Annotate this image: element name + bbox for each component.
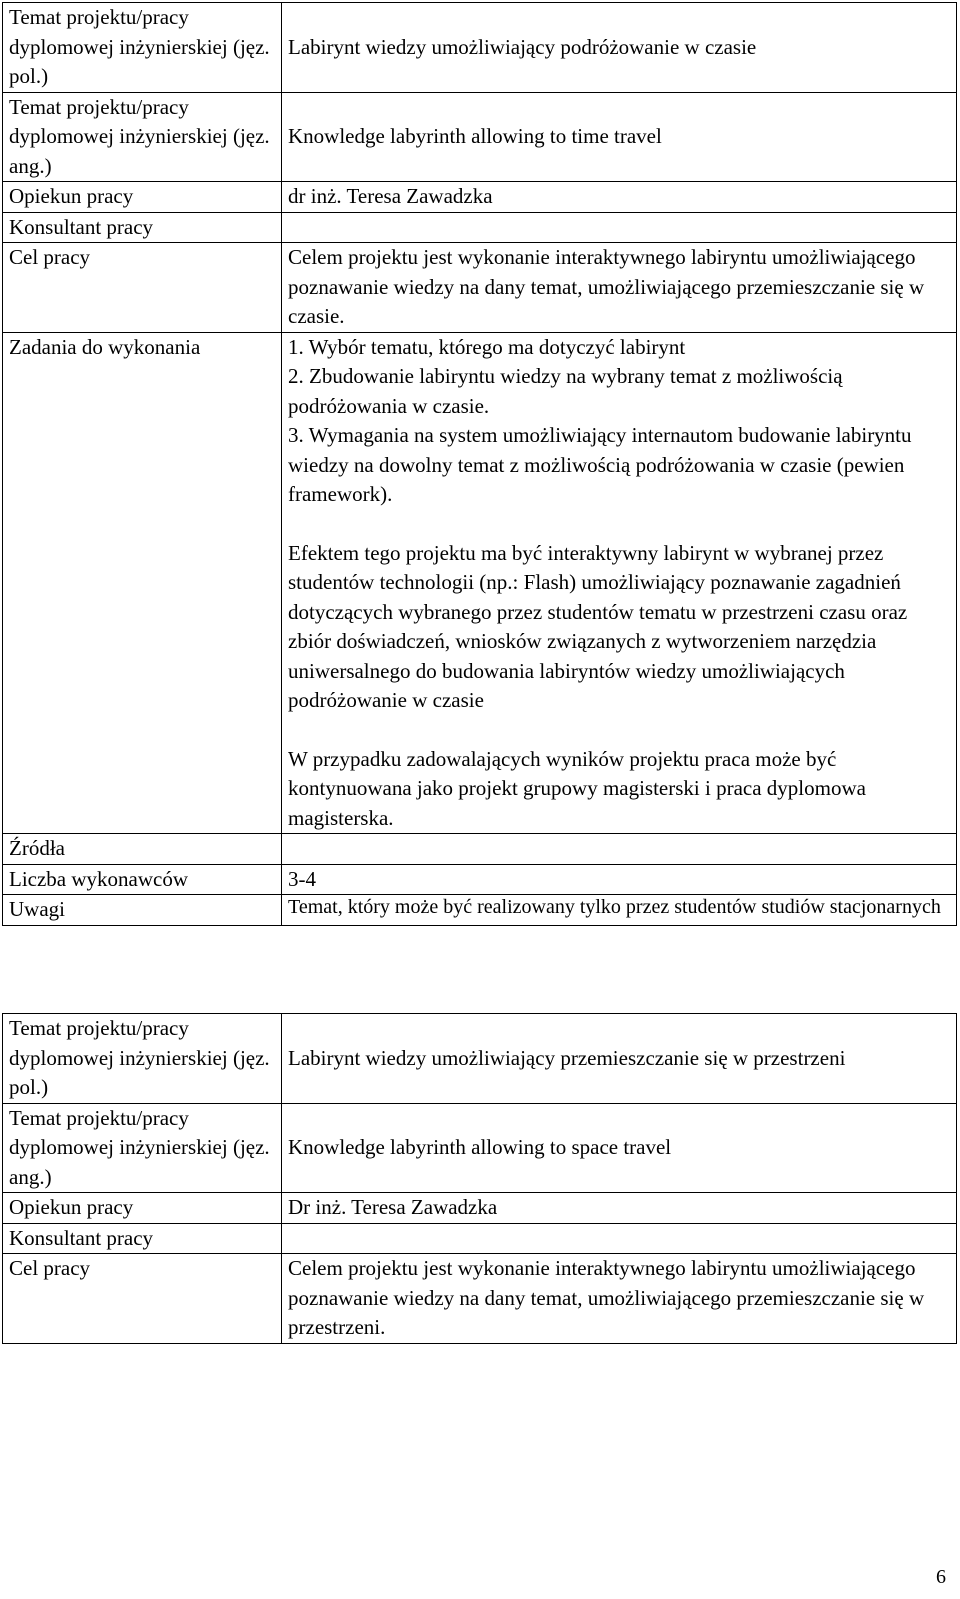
row-notes (3, 895, 957, 926)
label-title-pl: Temat projektu/pracy dyplomowej inżynierskiej (jęz. pol.) (3, 1014, 282, 1104)
goal: Celem projektu jest wykonanie interaktywnego labiryntu umożliwiającego poznawanie wiedzy na dany temat, umożliwiającego przemieszczanie się w przestrzeni. (282, 1254, 957, 1344)
goal: Celem projektu jest wykonanie interaktywnego labiryntu umożliwiającego poznawanie wiedzy na dany temat, umożliwiającego przemieszczanie się w czasie. (282, 243, 957, 333)
row-title-pl (3, 1014, 957, 1104)
label-title-en: Temat projektu/pracy dyplomowej inżynierskiej (jęz. ang.) (3, 92, 282, 182)
task-item: 3. Wymagania na system umożliwiający internautom budowanie labiryntu wiedzy na dowolny temat z możliwością podróżowania w czasie (pewien framework). (288, 423, 912, 506)
label-notes: Uwagi (3, 895, 282, 926)
task-item: 2. Zbudowanie labiryntu wiedzy na wybrany temat z możliwością podróżowania w czasie. (288, 364, 843, 418)
title-en: Knowledge labyrinth allowing to time travel (282, 92, 957, 182)
effect-text: Efektem tego projektu ma być interaktywny labirynt w wybranej przez studentów technologii (np.: Flash) umożliwiający poznawanie zagadnień dotyczących wybranego przez studentów tematu w przestrzeni czasu oraz zbiór doświadczeń, wniosków związanych z wytworzeniem narzędzia uniwersalnego do budowania labiryntów wiedzy umożliwiających podróżowanie w czasie (288, 540, 908, 712)
row-title-en (3, 92, 957, 182)
label-goal: Cel pracy (3, 1254, 282, 1344)
page-number: 6 (936, 1566, 946, 1588)
sources (282, 834, 957, 865)
row-consultant (3, 212, 957, 243)
title-pl: Labirynt wiedzy umożliwiający podróżowanie w czasie (282, 3, 957, 93)
row-supervisor (3, 1193, 957, 1224)
project-table-2 (2, 1013, 957, 1344)
tasks-cell (282, 332, 957, 834)
label-count: Liczba wykonawców (3, 864, 282, 895)
count: 3-4 (282, 864, 957, 895)
consultant (282, 1223, 957, 1254)
label-title-pl: Temat projektu/pracy dyplomowej inżynierskiej (jęz. pol.) (3, 3, 282, 93)
row-title-pl (3, 3, 957, 93)
consultant (282, 212, 957, 243)
label-tasks: Zadania do wykonania (3, 332, 282, 834)
label-sources: Źródła (3, 834, 282, 865)
supervisor: Dr inż. Teresa Zawadzka (282, 1193, 957, 1224)
row-goal (3, 1254, 957, 1344)
row-goal (3, 243, 957, 333)
notes: Temat, który może być realizowany tylko przez studentów studiów stacjonarnych (282, 895, 957, 926)
row-sources (3, 834, 957, 865)
label-goal: Cel pracy (3, 243, 282, 333)
row-supervisor (3, 182, 957, 213)
row-consultant (3, 1223, 957, 1254)
label-consultant: Konsultant pracy (3, 212, 282, 243)
continuation-text: W przypadku zadowalających wyników projektu praca może być kontynuowana jako projekt grupowy magisterski i praca dyplomowa magisterska. (288, 746, 866, 830)
row-title-en (3, 1103, 957, 1193)
title-en: Knowledge labyrinth allowing to space travel (282, 1103, 957, 1193)
title-pl: Labirynt wiedzy umożliwiający przemieszczanie się w przestrzeni (282, 1014, 957, 1104)
row-tasks (3, 332, 957, 834)
label-title-en: Temat projektu/pracy dyplomowej inżynierskiej (jęz. ang.) (3, 1103, 282, 1193)
supervisor: dr inż. Teresa Zawadzka (282, 182, 957, 213)
label-supervisor: Opiekun pracy (3, 182, 282, 213)
task-item: 1. Wybór tematu, którego ma dotyczyć labirynt (288, 334, 686, 359)
project-table-1 (2, 2, 957, 926)
label-consultant: Konsultant pracy (3, 1223, 282, 1254)
label-supervisor: Opiekun pracy (3, 1193, 282, 1224)
row-count (3, 864, 957, 895)
